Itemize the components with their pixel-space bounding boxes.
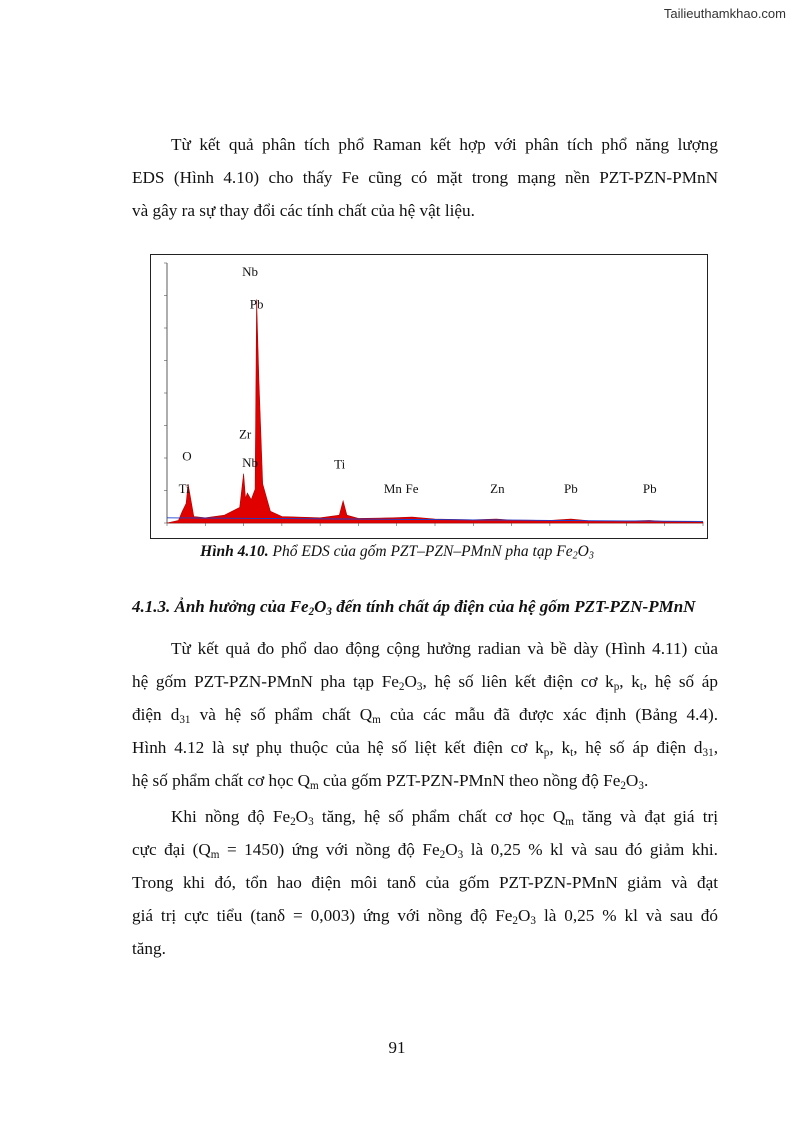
paragraph-3-line-5: tăng.	[132, 939, 166, 958]
paragraph-1-line-3: và gây ra sự thay đổi các tính chất của hệ vật liệu.	[132, 201, 475, 220]
eds-spectrum-chart	[151, 255, 707, 538]
section-subscript: 3	[326, 605, 332, 618]
section-number: 4.1.3.	[132, 597, 171, 616]
section-title-part: O	[314, 597, 327, 616]
peak-label-pb: Pb	[249, 296, 264, 312]
peak-label-pb: Pb	[642, 481, 657, 497]
spectrum-area	[167, 296, 703, 523]
paragraph-2	[132, 632, 718, 797]
peak-label-zr: Zr	[238, 426, 252, 442]
figure-caption-label: Hình 4.10.	[200, 543, 269, 560]
paragraph-3	[132, 800, 718, 965]
section-title-part: đến tính chất áp điện của hệ gốm PZT-PZN-PMnN	[331, 597, 696, 616]
section-heading	[132, 597, 695, 617]
paragraph-3-line-2: cực đại $(Q_m = 1450)$ ứng với nồng độ $Fe_2O_3$ là 0,25 % kl và sau đó giảm khi.	[132, 840, 718, 861]
paragraph-1	[132, 128, 718, 227]
figure-caption-text: Phổ EDS của gốm PZT–PZN–PMnN pha tạp Fe	[268, 543, 573, 560]
watermark: Tailieuthamkhao.com	[663, 6, 786, 21]
caption-o: O	[577, 543, 589, 560]
caption-subscript: 2	[572, 550, 578, 562]
peak-label-pb: Pb	[564, 481, 578, 497]
paragraph-3-line-1: Khi nồng độ $Fe_2O_3$ tăng, hệ số phẩm chất cơ học $Q_m$ tăng và đạt giá trị	[171, 807, 718, 828]
peak-label-zn: Zn	[490, 481, 505, 497]
paragraph-1-line-2: EDS (Hình 4.10) cho thấy Fe cũng có mặt trong mạng nền PZT-PZN-PMnN	[132, 168, 718, 187]
paragraph-2-line-4: Hình 4.12 là sự phụ thuộc của hệ số liệt kết điện cơ $k_p$, $k_t$, hệ số áp điện $d_{31}$,	[132, 738, 718, 759]
peak-label-o: O	[182, 448, 192, 464]
page-number: 91	[388, 1038, 406, 1057]
paragraph-3-line-3: Trong khi đó, tổn hao điện môi tanδ của gốm PZT-PZN-PMnN giảm và đạt	[132, 873, 718, 892]
paragraph-3-line-4: giá trị cực tiểu (tanδ = 0,003) ứng với nồng độ $Fe_2O_3$ là 0,25 % kl và sau đó	[132, 906, 718, 927]
peak-label-nb: Nb	[242, 455, 259, 471]
section-subscript: 2	[308, 605, 315, 618]
peak-label-mn: Mn	[383, 481, 402, 497]
paragraph-2-line-1: Từ kết quả đo phổ dao động cộng hưởng radian và bề dày (Hình 4.11) của	[171, 639, 718, 658]
peak-label-ti: Ti	[178, 481, 190, 497]
caption-subscript: 3	[588, 550, 594, 562]
paragraph-2-line-5: hệ số phẩm chất cơ học $Q_m$ của gốm PZT-PZN-PMnN theo nồng độ $Fe_2O_3$.	[132, 771, 649, 792]
eds-spectrum-figure	[150, 254, 708, 539]
peak-label-fe: Fe	[405, 481, 419, 497]
figure-caption	[0, 543, 794, 561]
paragraph-2-line-3: điện $d_{31}$ và hệ số phẩm chất $Q_m$ của các mẫu đã được xác định (Bảng 4.4).	[132, 705, 719, 726]
section-title-part: Ảnh hưởng của Fe	[170, 597, 309, 616]
paragraph-2-line-2: hệ gốm PZT-PZN-PMnN pha tạp $Fe_2O_3$, hệ số liên kết điện cơ $k_p$, $k_t$, hệ số áp	[132, 672, 718, 693]
paragraph-1-line-1: Từ kết quả phân tích phổ Raman kết hợp với phân tích phổ năng lượng	[171, 135, 718, 154]
peak-label-nb: Nb	[242, 264, 259, 279]
peak-label-ti: Ti	[334, 456, 346, 472]
